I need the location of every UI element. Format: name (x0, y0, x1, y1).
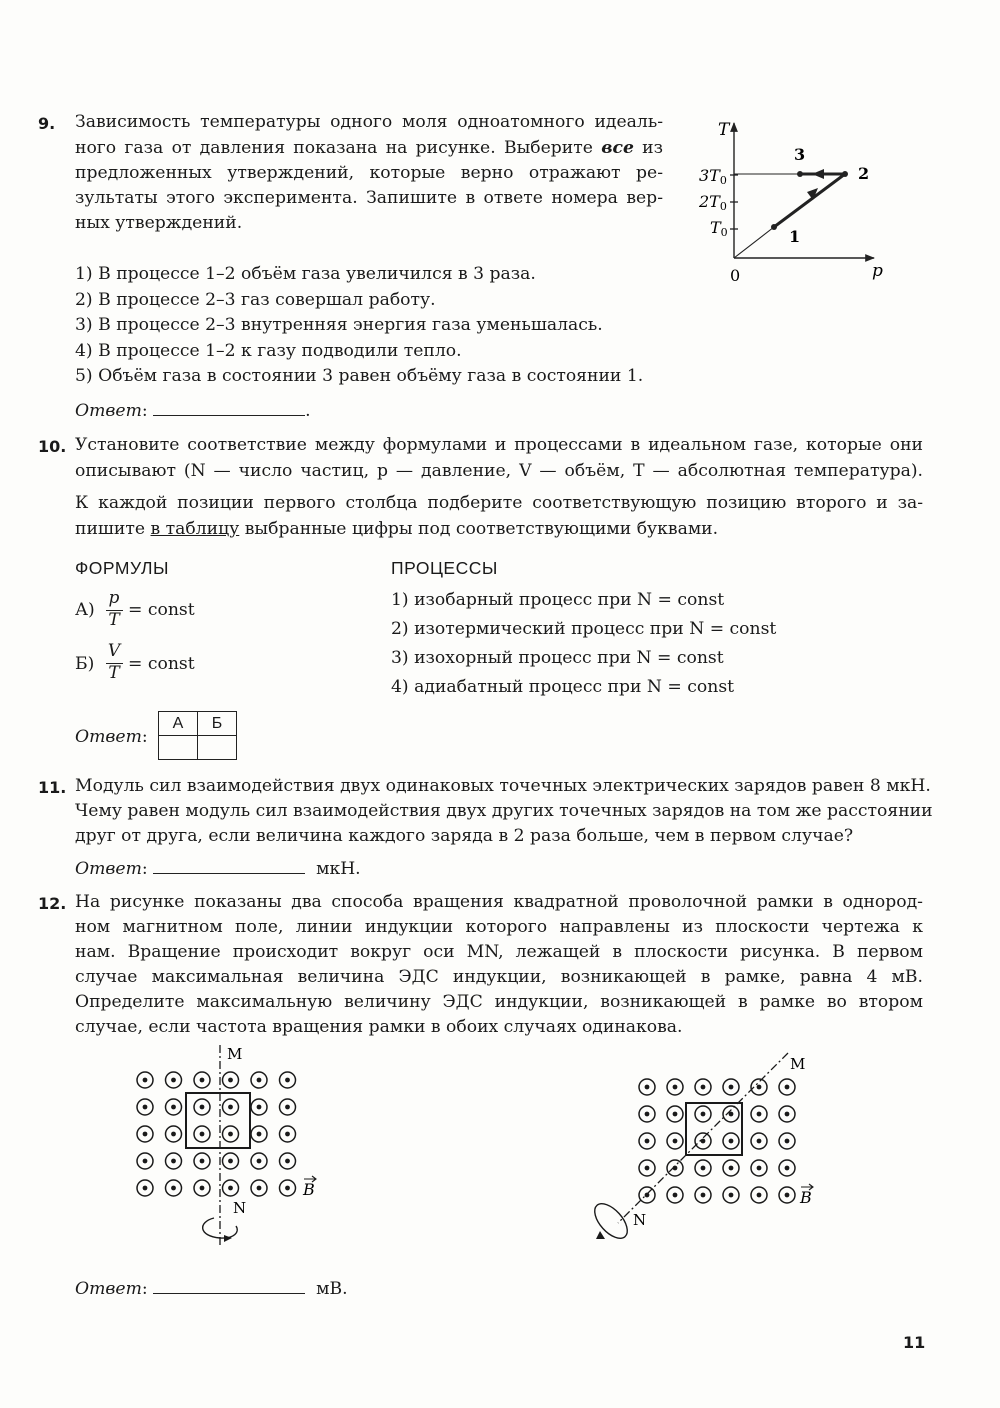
q11-number: 11. (38, 778, 67, 797)
formula-b-rhs: = const (128, 654, 195, 674)
axis-label-n-2: N (633, 1211, 647, 1229)
q10-line-2: описывают (N — число частиц, p — давление, V — объём, T — абсолютная температура). (75, 461, 923, 481)
field-dot-center (673, 1193, 678, 1198)
q12-answer-label: Ответ (75, 1279, 142, 1299)
field-dot-center (729, 1166, 734, 1171)
b-vector-label-2: B (800, 1188, 812, 1207)
q10-line-1: Установите соответствие между формулами и процессами в идеальном газе, которые они (75, 435, 923, 455)
q11-unit: мкН. (316, 859, 361, 879)
field-dot-center (143, 1105, 148, 1110)
q10-number: 10. (38, 437, 67, 456)
field-dot-center (757, 1166, 762, 1171)
process-4: 4) адиабатный процесс при N = const (391, 677, 735, 697)
q10-answer-cell-a[interactable] (159, 736, 198, 760)
field-dot-center (285, 1132, 290, 1137)
q9-text-line-1: Зависимость температуры одного моля одноатомного идеаль- (75, 112, 663, 132)
axis-label-m-2: M (790, 1055, 806, 1073)
q10-table-header-a: А (159, 712, 198, 736)
field-dot-center (785, 1085, 790, 1090)
graph-x-label: p (872, 261, 883, 281)
field-dots-2 (639, 1079, 795, 1203)
field-dot-center (701, 1193, 706, 1198)
q11-answer-label: Ответ (75, 859, 142, 879)
point-1 (771, 224, 777, 230)
q11-answer-row (75, 856, 361, 882)
q9-answer-label: Ответ (75, 401, 142, 421)
q9-answer-row (75, 398, 311, 424)
q9-option-5: 5) Объём газа в состоянии 3 равен объёму газа в состоянии 1. (75, 366, 644, 386)
field-dot-center (645, 1139, 650, 1144)
field-dot-center (143, 1078, 148, 1083)
field-dot-center (257, 1186, 262, 1191)
formula-a-num: p (108, 588, 120, 608)
tick-label-3t: 3T0 (699, 166, 727, 187)
graph-origin-to-1 (734, 227, 774, 258)
q11-line-2: Чему равен модуль сил взаимодействия двух других точечных зарядов на том же расстоянии (75, 801, 933, 821)
point-2 (842, 171, 848, 177)
q10-answer-label-row (75, 724, 148, 750)
q12-line-2: ном магнитном поле, линии индукции которого направлены из плоскости чертежа к (75, 917, 923, 937)
process-3: 3) изохорный процесс при N = const (391, 648, 724, 668)
q9-text-line-4: зультаты этого эксперимента. Запишите в ответе номера вер- (75, 188, 663, 208)
field-dot-center (257, 1105, 262, 1110)
q12-line-5: Определите максимальную величину ЭДС индукции, возникающей в рамке во втором (75, 992, 923, 1012)
q11-answer-field[interactable] (153, 857, 305, 874)
field-dot-center (757, 1112, 762, 1117)
field-dot-center (200, 1105, 205, 1110)
q12-number: 12. (38, 894, 67, 913)
field-dot-center (785, 1139, 790, 1144)
formula-a-rhs: = const (128, 600, 195, 620)
point-label-3: 3 (794, 145, 806, 164)
field-dot-center (285, 1186, 290, 1191)
q10-table-link: в таблицу (150, 519, 240, 539)
field-dot-center (228, 1078, 233, 1083)
q12-answer-field[interactable] (153, 1277, 305, 1294)
field-dot-center (729, 1193, 734, 1198)
field-dot-center (645, 1166, 650, 1171)
q12-line-1: На рисунке показаны два способа вращения квадратной проволочной рамки в однород- (75, 892, 923, 912)
field-dot-center (701, 1139, 706, 1144)
field-dot-center (673, 1085, 678, 1090)
field-dot-center (171, 1159, 176, 1164)
q12-figure-1 (120, 1040, 350, 1255)
field-dot-center (285, 1078, 290, 1083)
formula-a-fraction (105, 588, 125, 634)
point-label-1: 1 (789, 227, 801, 246)
q9-text-line-3: предложенных утверждений, которые верно отражают ре- (75, 163, 663, 183)
process-2: 2) изотермический процесс при N = const (391, 619, 777, 639)
formula-a-label: А) (75, 600, 95, 620)
q9-text-line-2-start: ного газа от давления показана на рисунке. Выберите (75, 138, 602, 158)
field-dot-center (673, 1112, 678, 1117)
q12-answer-colon: : (141, 1279, 148, 1299)
field-dot-center (200, 1186, 205, 1191)
field-dot-center (257, 1132, 262, 1137)
field-dot-center (701, 1166, 706, 1171)
process-1-2 (774, 174, 845, 227)
field-dot-center (257, 1159, 262, 1164)
q9-option-3: 3) В процессе 2–3 внутренняя энергия газа уменьшалась. (75, 315, 603, 335)
field-dot-center (701, 1085, 706, 1090)
q9-graph (690, 115, 900, 285)
processes-header: ПРОЦЕССЫ (391, 558, 498, 578)
process-1: 1) изобарный процесс при N = const (391, 590, 725, 610)
q9-answer-suffix: . (305, 401, 311, 421)
q12-line-3: нам. Вращение происходит вокруг оси MN, лежащей в плоскости рисунка. В первом (75, 942, 923, 962)
field-dot-center (729, 1139, 734, 1144)
q9-answer-field[interactable] (153, 399, 305, 416)
field-dot-center (171, 1186, 176, 1191)
field-dot-center (171, 1132, 176, 1137)
formula-b-label: Б) (75, 654, 95, 674)
axis-label-m-1: M (227, 1045, 243, 1063)
field-dot-center (143, 1186, 148, 1191)
formula-a-den: T (108, 610, 120, 630)
q10-answer-label: Ответ (75, 727, 142, 747)
field-dot-center (228, 1159, 233, 1164)
q12-line-4: случае максимальная величина ЭДС индукции, возникающей в рамке, равна 4 мВ. (75, 967, 923, 987)
q10-line-4 (75, 516, 718, 542)
q11-line-3: друг от друга, если величина каждого заряда в 2 раза больше, чем в первом случае? (75, 826, 854, 846)
field-dot-center (143, 1132, 148, 1137)
b-vector-label-1: B (303, 1180, 315, 1199)
axis-label-n-1: N (233, 1199, 247, 1217)
field-dot-center (645, 1112, 650, 1117)
graph-origin: 0 (730, 266, 741, 285)
q10-answer-cell-b[interactable] (198, 736, 237, 760)
field-dot-center (785, 1166, 790, 1171)
q9-option-4: 4) В процессе 1–2 к газу подводили тепло. (75, 341, 462, 361)
field-dot-center (757, 1139, 762, 1144)
field-dot-center (200, 1159, 205, 1164)
field-dot-center (785, 1112, 790, 1117)
tick-label-t: T0 (710, 218, 728, 239)
q9-emph-after: из (633, 138, 664, 158)
field-dot-center (757, 1193, 762, 1198)
field-dot-center (200, 1078, 205, 1083)
q10-answer-table (158, 711, 237, 760)
graph-y-label: T (718, 120, 730, 140)
q9-option-1: 1) В процессе 1–2 объём газа увеличился в 3 раза. (75, 264, 536, 284)
q10-line-4-pre: пишите (75, 519, 151, 539)
q9-answer-colon: : (141, 401, 148, 421)
tick-label-2t: 2T0 (699, 192, 727, 213)
rotation-arrow-2 (589, 1198, 633, 1244)
q9-emph-word: все (601, 138, 634, 158)
formula-b-fraction (105, 641, 125, 687)
field-dot-center (673, 1139, 678, 1144)
point-label-2: 2 (858, 164, 870, 183)
q9-text-line-5: ных утверждений. (75, 213, 243, 233)
formula-b-num: V (107, 641, 121, 661)
q12-figure-2 (580, 1045, 830, 1255)
formulas-header: ФОРМУЛЫ (75, 558, 169, 578)
field-dot-center (228, 1186, 233, 1191)
q12-line-6: случае, если частота вращения рамки в обоих случаях одинакова. (75, 1017, 683, 1037)
field-dot-center (257, 1078, 262, 1083)
q11-answer-colon: : (141, 859, 148, 879)
q9-option-2: 2) В процессе 2–3 газ совершал работу. (75, 290, 436, 310)
field-dot-center (785, 1193, 790, 1198)
q10-line-4-post: выбранные цифры под соответствующими буквами. (239, 519, 719, 539)
field-dot-center (228, 1132, 233, 1137)
field-dot-center (200, 1132, 205, 1137)
formula-b-den: T (108, 663, 120, 683)
q10-line-3: К каждой позиции первого столбца подберите соответствующую позицию второго и за- (75, 493, 923, 513)
field-dot-center (701, 1112, 706, 1117)
arrow-2-3 (812, 169, 824, 179)
field-dot-center (285, 1159, 290, 1164)
field-dot-center (645, 1085, 650, 1090)
q11-line-1: Модуль сил взаимодействия двух одинаковых точечных электрических зарядов равен 8 мкН. (75, 776, 931, 796)
q9-number: 9. (38, 114, 56, 133)
field-dot-center (171, 1078, 176, 1083)
field-dots-1 (137, 1072, 296, 1196)
point-3 (797, 171, 803, 177)
field-dot-center (729, 1085, 734, 1090)
q12-answer-row (75, 1276, 348, 1302)
q10-table-header-b: Б (198, 712, 237, 736)
field-dot-center (757, 1085, 762, 1090)
page-number: 11 (903, 1333, 926, 1352)
field-dot-center (171, 1105, 176, 1110)
q10-answer-colon: : (141, 727, 148, 747)
field-dot-center (143, 1159, 148, 1164)
q9-text-line-2 (75, 135, 663, 161)
field-dot-center (285, 1105, 290, 1110)
q12-unit: мВ. (316, 1279, 348, 1299)
field-dot-center (228, 1105, 233, 1110)
